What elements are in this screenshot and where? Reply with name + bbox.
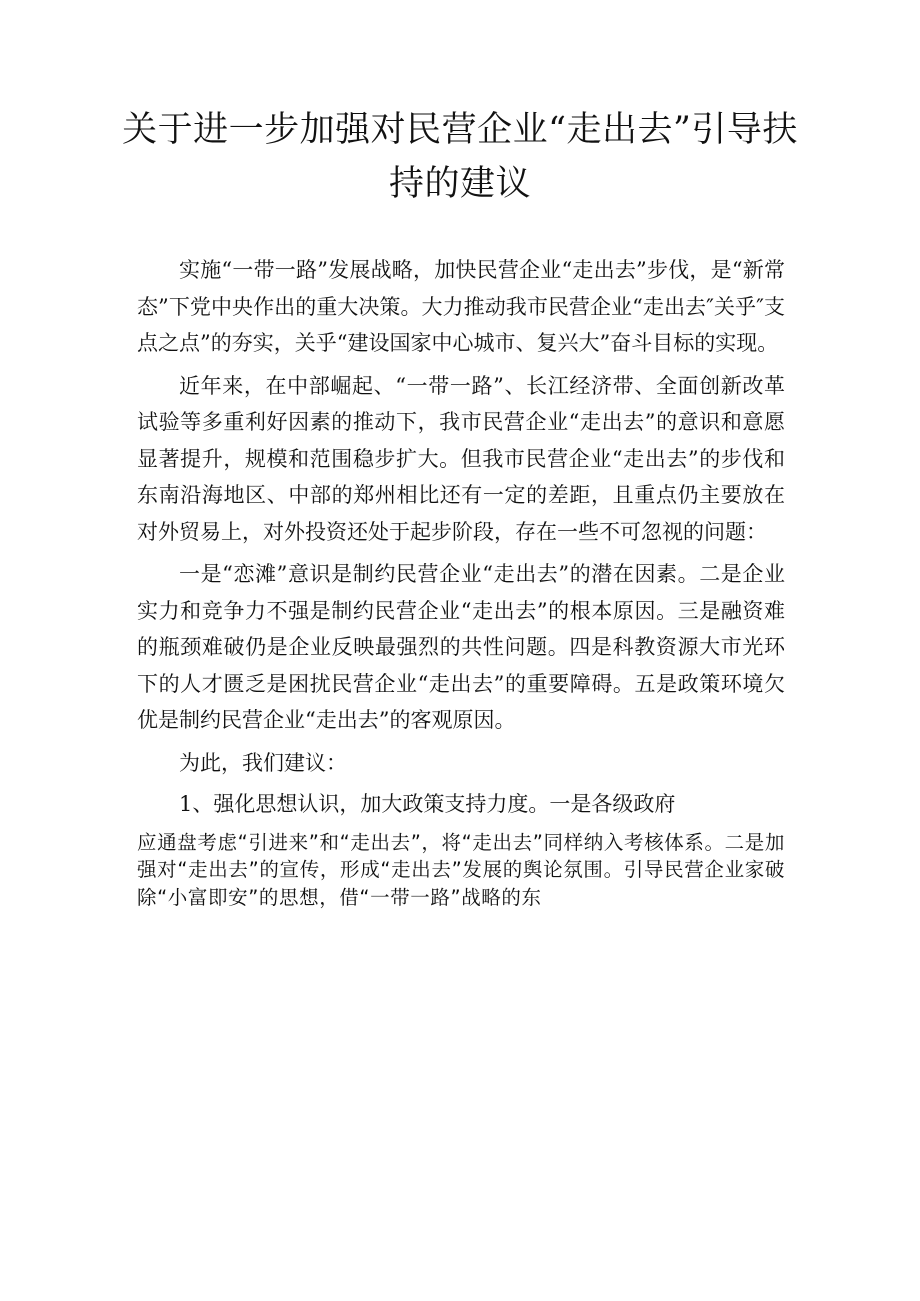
paragraph-background: 近年来，在中部崛起、“一带一路”、长江经济带、全面创新改革试验等多重利好因素的推动下，我市民营企业“走出去”的意识和意愿显著提升，规模和范围稳步扩大。但我市民营企业“走出去”的步伐和东南沿海地区、中部的郑州相比还有一定的差距，且重点仍主要放在对外贸易上，对外投资还处于起步阶段，存在一些不可忽视的问题： xyxy=(137,373,785,544)
paragraph-proposal-lead: 为此，我们建议： xyxy=(179,750,347,775)
recommendation-1-heading: 1、强化思想认识，加大政策支持力度。一是各级政府 xyxy=(179,792,676,816)
document-body xyxy=(137,252,785,911)
recommendation-1-text: 应通盘考虑“引进来”和“走出去”，将“走出去”同样纳入考核体系。二是加强对“走出去”的宣传，形成“走出去”发展的舆论氛围。引导民营企业家破除“小富即安”的思想，借“一带一路”战略的东 xyxy=(137,830,785,909)
document-title: 关于进一步加强对民营企业“走出去”引导扶持的建议 xyxy=(122,110,798,204)
paragraph-intro: 实施“一带一路”发展战略，加快民营企业“走出去”步伐，是“新常态”下党中央作出的重大决策。大力推动我市民营企业“走出去″关乎″支点之点”的夯实，关乎“建设国家中心城市、复兴大”奋斗目标的实现。 xyxy=(137,258,785,355)
paragraph-problems: 一是“恋滩”意识是制约民营企业“走出去”的潜在因素。二是企业实力和竞争力不强是制约民营企业“走出去”的根本原因。三是融资难的瓶颈难破仍是企业反映最强烈的共性问题。四是科教资源大市光环下的人才匮乏是困扰民营企业“走出去”的重要障碍。五是政策环境欠优是制约民营企业“走出去”的客观原因。 xyxy=(137,562,785,732)
